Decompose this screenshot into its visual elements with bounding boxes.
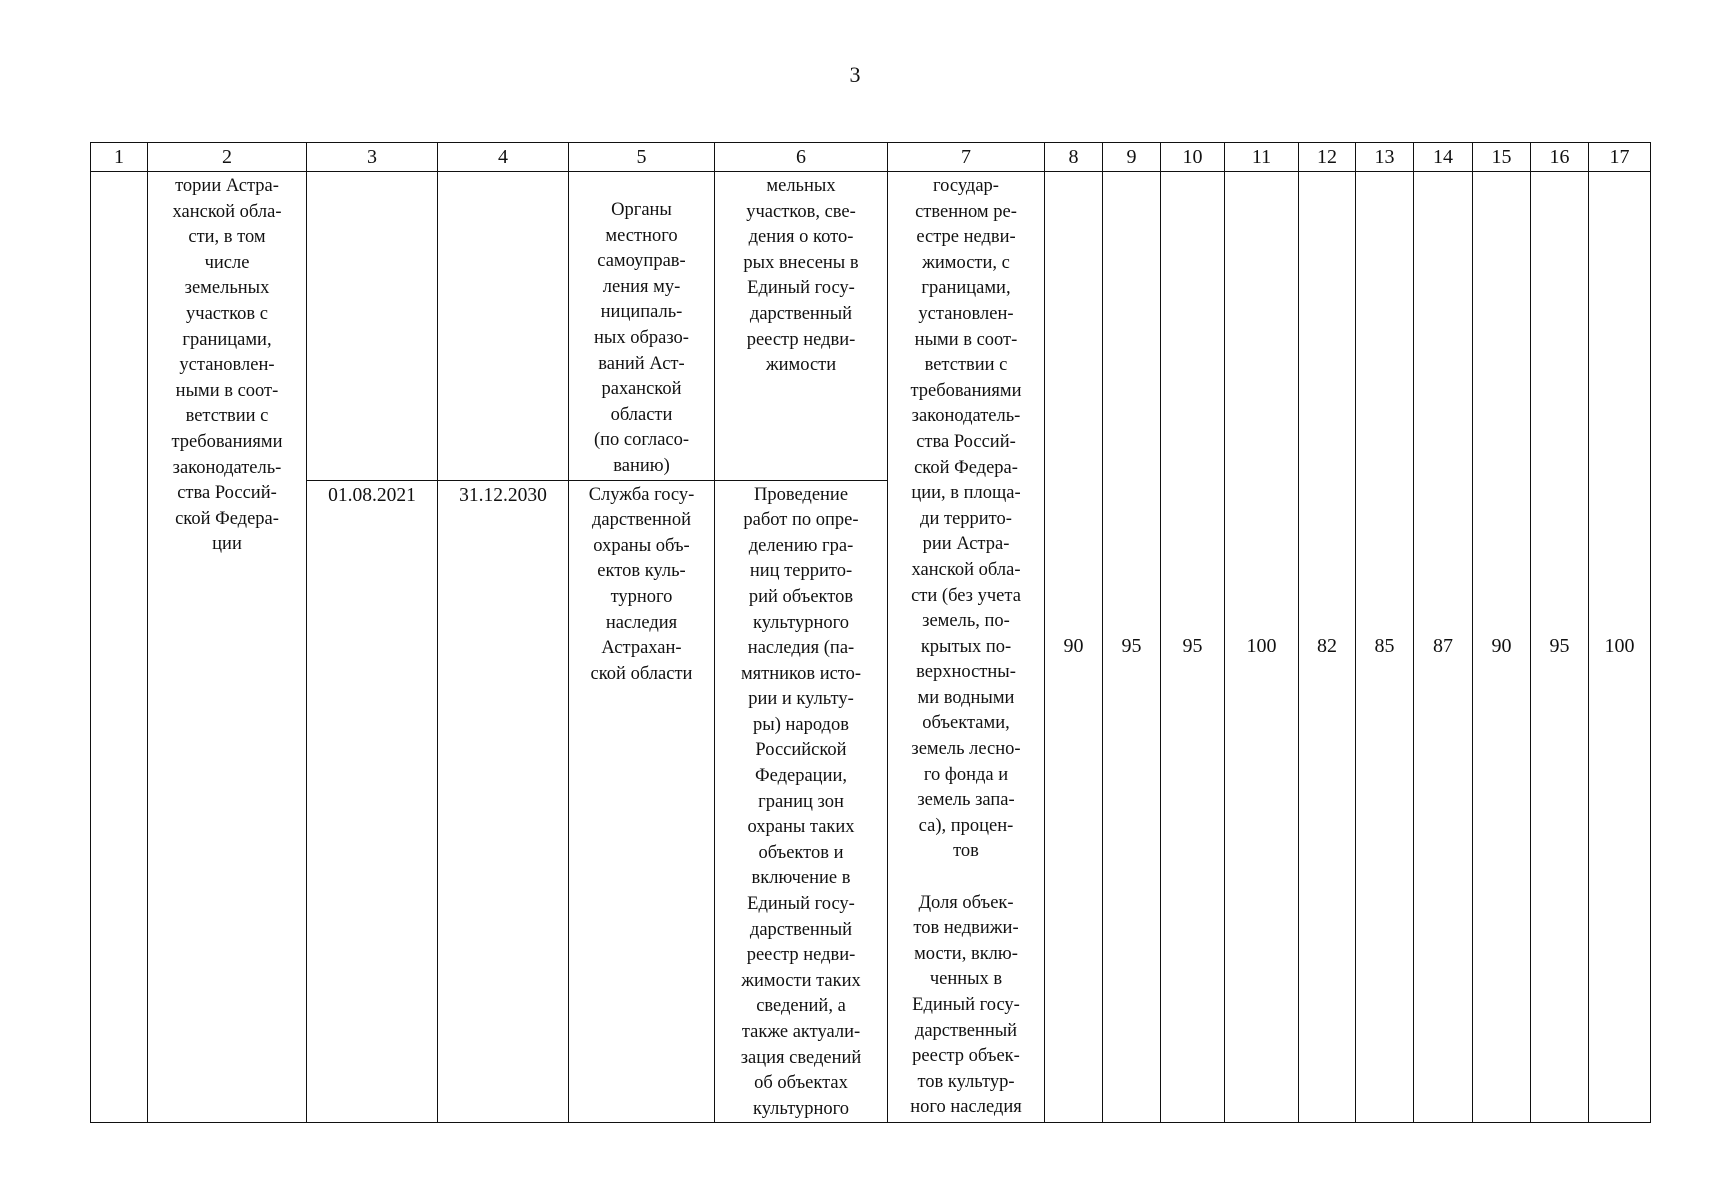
column-number: 7 <box>888 143 1045 172</box>
cell-col6-action-bottom: Проведение работ по опре- делению гра- ниц террито- рий объектов культурного наследия (па- мятников исто- рии и культу- ры) народов Российской Федерации, границ зон охраны таких объектов и включение в Единый госу- дарственный реестр недви- жимости таких сведений, а также актуали- зация сведений об объектах культурного <box>715 480 888 1123</box>
column-number: 14 <box>1414 143 1473 172</box>
column-number: 5 <box>569 143 715 172</box>
value-cell: 82 <box>1299 172 1356 1123</box>
column-number: 11 <box>1225 143 1299 172</box>
page-number: 3 <box>849 62 861 87</box>
column-number: 12 <box>1299 143 1356 172</box>
column-number: 9 <box>1103 143 1161 172</box>
column-number: 3 <box>307 143 438 172</box>
cell-col5-executor-top: Органы местного самоуправ- ления му- ниципаль- ных образо- ваний Аст- раханской области (по согласо- ванию) <box>569 172 715 481</box>
column-number: 4 <box>438 143 569 172</box>
value-cell: 90 <box>1045 172 1103 1123</box>
column-number: 6 <box>715 143 888 172</box>
column-number: 1 <box>91 143 148 172</box>
cell-col7-indicator: государ- ственном ре- естре недви- жимости, с границами, установлен- ными в соот- ветствии с требованиями законодатель- ства Россий- ской Федера- ции, в площа- ди террито- рии Астра- ханской обла- сти (без учета земель, по- крытых по- верхностны- ми водными объектами, земель лесно- го фонда и земель запа- са), процен- тов Доля объек- тов недвижи- мости, вклю- ченных в Единый госу- дарственный реестр объек- тов культур- ного наследия <box>888 172 1045 1123</box>
column-header-row <box>91 143 1651 172</box>
value-cell: 85 <box>1356 172 1414 1123</box>
cell-col3-start-date: 01.08.2021 <box>307 480 438 1123</box>
column-number: 17 <box>1589 143 1651 172</box>
cell-col4-empty <box>438 172 569 481</box>
cell-col1 <box>91 172 148 1123</box>
value-cell: 87 <box>1414 172 1473 1123</box>
value-cell: 90 <box>1473 172 1531 1123</box>
cell-col4-end-date: 31.12.2030 <box>438 480 569 1123</box>
column-number: 10 <box>1161 143 1225 172</box>
value-cell: 95 <box>1161 172 1225 1123</box>
column-number: 8 <box>1045 143 1103 172</box>
column-number: 16 <box>1531 143 1589 172</box>
column-number: 15 <box>1473 143 1531 172</box>
table-row <box>91 172 1651 481</box>
value-cell: 100 <box>1589 172 1651 1123</box>
column-number: 13 <box>1356 143 1414 172</box>
value-cell: 95 <box>1103 172 1161 1123</box>
value-cell: 95 <box>1531 172 1589 1123</box>
column-number: 2 <box>148 143 307 172</box>
cell-col6-action-top: мельных участков, све- дения о кото- рых внесены в Единый госу- дарственный реестр недви- жимости <box>715 172 888 481</box>
cell-col2-description: тории Астра- ханской обла- сти, в том числе земельных участков с границами, установлен- ными в соот- ветствии с требованиями законодатель- ства Россий- ской Федера- ции <box>148 172 307 1123</box>
targets-table <box>90 142 1651 1123</box>
value-cell: 100 <box>1225 172 1299 1123</box>
cell-col5-executor-bottom: Служба госу- дарственной охраны объ- ектов куль- турного наследия Астрахан- ской области <box>569 480 715 1123</box>
cell-col3-empty <box>307 172 438 481</box>
